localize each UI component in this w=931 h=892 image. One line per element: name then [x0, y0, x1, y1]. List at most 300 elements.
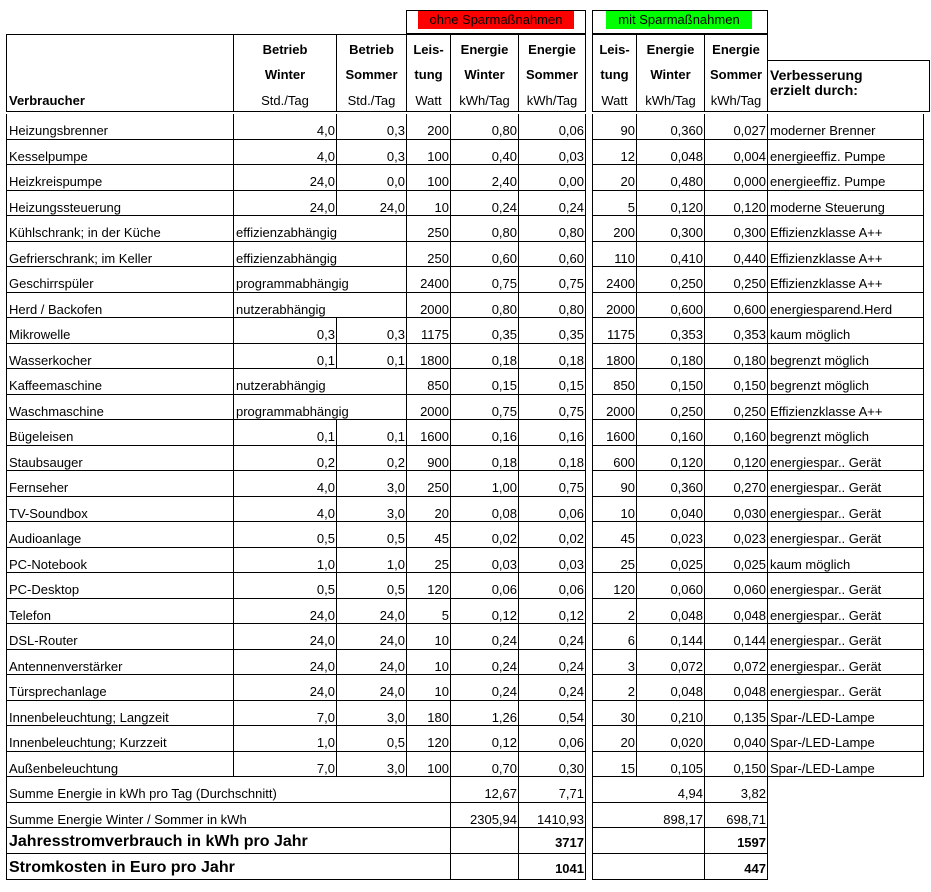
- row-name: Gefrierschrank; im Keller: [6, 242, 233, 268]
- row-leistung-mit: 2000: [592, 395, 636, 421]
- row-leistung-ohne: 1800: [406, 344, 450, 370]
- row-name: TV-Soundbox: [6, 497, 233, 523]
- row-energie-winter-mit: 0,120: [636, 191, 704, 217]
- row-energie-winter-ohne: 1,00: [450, 471, 518, 497]
- row-improvement: Spar-/LED-Lampe: [768, 752, 924, 778]
- row-improvement: energieeffiz. Pumpe: [768, 140, 924, 166]
- row-energie-sommer-mit: 0,025: [704, 548, 768, 574]
- header-row2-col8: Sommer: [704, 60, 768, 86]
- row-leistung-mit: 2000: [592, 293, 636, 319]
- row-leistung-mit: 20: [592, 726, 636, 752]
- summary-label: Stromkosten in Euro pro Jahr: [6, 854, 450, 880]
- row-energie-sommer-mit: 0,144: [704, 624, 768, 650]
- row-betrieb-winter: 24,0: [233, 650, 336, 676]
- row-leistung-mit: 45: [592, 522, 636, 548]
- row-name: Heizkreispumpe: [6, 165, 233, 191]
- row-name: Innenbeleuchtung; Langzeit: [6, 701, 233, 727]
- row-energie-sommer-mit: 0,300: [704, 216, 768, 242]
- header-row2-col6: tung: [592, 60, 636, 86]
- row-energie-winter-mit: 0,300: [636, 216, 704, 242]
- row-leistung-mit: 110: [592, 242, 636, 268]
- row-leistung-mit: 1175: [592, 318, 636, 344]
- row-energie-sommer-mit: 0,027: [704, 114, 768, 140]
- row-energie-winter-mit: 0,150: [636, 369, 704, 395]
- row-improvement: Effizienzklasse A++: [768, 242, 924, 268]
- row-leistung-mit: 120: [592, 573, 636, 599]
- row-energie-winter-mit: 0,060: [636, 573, 704, 599]
- row-betrieb-sommer: 0,5: [336, 573, 406, 599]
- row-betrieb-sommer: 0,1: [336, 344, 406, 370]
- row-energie-winter-ohne: 0,80: [450, 216, 518, 242]
- row-leistung-mit: 1800: [592, 344, 636, 370]
- summary-value: 898,17: [592, 803, 704, 829]
- row-energie-sommer-mit: 0,250: [704, 267, 768, 293]
- summary-empty: [450, 854, 518, 880]
- row-energie-winter-ohne: 0,18: [450, 344, 518, 370]
- row-leistung-ohne: 45: [406, 522, 450, 548]
- row-leistung-mit: 10: [592, 497, 636, 523]
- header-improvement-frame: [768, 60, 930, 112]
- header-row3-col1: Std./Tag: [233, 86, 336, 112]
- row-name: Fernseher: [6, 471, 233, 497]
- row-leistung-mit: 90: [592, 114, 636, 140]
- row-betrieb-winter: 1,0: [233, 548, 336, 574]
- row-improvement: Spar-/LED-Lampe: [768, 726, 924, 752]
- header-row1-col0: [6, 34, 233, 60]
- row-leistung-ohne: 1600: [406, 420, 450, 446]
- row-energie-sommer-mit: 0,150: [704, 752, 768, 778]
- row-betrieb-winter: 24,0: [233, 624, 336, 650]
- row-energie-sommer-mit: 0,048: [704, 599, 768, 625]
- row-betrieb-winter: 4,0: [233, 140, 336, 166]
- header-row2-col0: [6, 60, 233, 86]
- row-energie-sommer-mit: 0,120: [704, 446, 768, 472]
- row-energie-sommer-ohne: 0,16: [518, 420, 586, 446]
- header-row3-col0: Verbraucher: [6, 86, 233, 112]
- row-energie-winter-ohne: 0,80: [450, 114, 518, 140]
- row-energie-winter-mit: 0,600: [636, 293, 704, 319]
- row-betrieb-winter: 7,0: [233, 701, 336, 727]
- row-leistung-mit: 15: [592, 752, 636, 778]
- header-row1-col8: Energie: [704, 34, 768, 60]
- row-improvement: begrenzt möglich: [768, 344, 924, 370]
- row-leistung-ohne: 250: [406, 471, 450, 497]
- row-note: nutzerabhängig: [233, 369, 406, 395]
- row-betrieb-sommer: 1,0: [336, 548, 406, 574]
- row-energie-sommer-mit: 0,040: [704, 726, 768, 752]
- row-energie-sommer-ohne: 0,06: [518, 726, 586, 752]
- row-energie-sommer-ohne: 0,60: [518, 242, 586, 268]
- summary-value: 3,82: [704, 777, 768, 803]
- row-energie-sommer-mit: 0,353: [704, 318, 768, 344]
- row-energie-winter-mit: 0,410: [636, 242, 704, 268]
- row-betrieb-winter: 24,0: [233, 191, 336, 217]
- row-leistung-mit: 6: [592, 624, 636, 650]
- row-name: Innenbeleuchtung; Kurzzeit: [6, 726, 233, 752]
- row-name: Kesselpumpe: [6, 140, 233, 166]
- row-improvement: energiespar.. Gerät: [768, 599, 924, 625]
- row-name: Wasserkocher: [6, 344, 233, 370]
- row-leistung-mit: 3: [592, 650, 636, 676]
- row-energie-sommer-ohne: 0,06: [518, 114, 586, 140]
- row-leistung-ohne: 10: [406, 624, 450, 650]
- row-name: Audioanlage: [6, 522, 233, 548]
- row-energie-sommer-ohne: 0,30: [518, 752, 586, 778]
- header-row1-col2: Betrieb: [336, 34, 406, 60]
- row-energie-winter-ohne: 0,12: [450, 599, 518, 625]
- summary-value: 1597: [704, 828, 768, 854]
- row-energie-winter-mit: 0,023: [636, 522, 704, 548]
- row-improvement: begrenzt möglich: [768, 369, 924, 395]
- row-note: programmabhängig: [233, 395, 406, 421]
- row-energie-winter-ohne: 1,26: [450, 701, 518, 727]
- row-energie-winter-ohne: 0,24: [450, 675, 518, 701]
- row-improvement: kaum möglich: [768, 548, 924, 574]
- row-improvement: Effizienzklasse A++: [768, 216, 924, 242]
- row-leistung-ohne: 20: [406, 497, 450, 523]
- row-energie-winter-mit: 0,048: [636, 140, 704, 166]
- row-energie-sommer-mit: 0,150: [704, 369, 768, 395]
- row-betrieb-winter: 1,0: [233, 726, 336, 752]
- row-leistung-ohne: 10: [406, 675, 450, 701]
- row-leistung-mit: 200: [592, 216, 636, 242]
- row-name: Staubsauger: [6, 446, 233, 472]
- row-name: Heizungssteuerung: [6, 191, 233, 217]
- header-row2-col1: Winter: [233, 60, 336, 86]
- row-energie-winter-mit: 0,360: [636, 114, 704, 140]
- row-energie-winter-ohne: 0,06: [450, 573, 518, 599]
- row-betrieb-sommer: 0,5: [336, 726, 406, 752]
- row-leistung-ohne: 2000: [406, 395, 450, 421]
- row-betrieb-sommer: 24,0: [336, 599, 406, 625]
- summary-value: 698,71: [704, 803, 768, 829]
- row-betrieb-sommer: 3,0: [336, 471, 406, 497]
- row-energie-winter-ohne: 0,75: [450, 395, 518, 421]
- row-energie-sommer-mit: 0,440: [704, 242, 768, 268]
- row-leistung-ohne: 2000: [406, 293, 450, 319]
- row-energie-winter-ohne: 0,35: [450, 318, 518, 344]
- header-row2-col2: Sommer: [336, 60, 406, 86]
- row-improvement: moderner Brenner: [768, 114, 924, 140]
- row-energie-winter-mit: 0,250: [636, 395, 704, 421]
- row-name: Geschirrspüler: [6, 267, 233, 293]
- row-leistung-mit: 2: [592, 599, 636, 625]
- row-name: Außenbeleuchtung: [6, 752, 233, 778]
- row-energie-sommer-mit: 0,135: [704, 701, 768, 727]
- row-name: Bügeleisen: [6, 420, 233, 446]
- row-betrieb-sommer: 0,1: [336, 420, 406, 446]
- row-energie-winter-ohne: 2,40: [450, 165, 518, 191]
- summary-value: 7,71: [518, 777, 586, 803]
- row-energie-sommer-ohne: 0,00: [518, 165, 586, 191]
- row-betrieb-winter: 4,0: [233, 497, 336, 523]
- row-betrieb-sommer: 0,0: [336, 165, 406, 191]
- row-energie-sommer-ohne: 0,06: [518, 497, 586, 523]
- row-energie-sommer-mit: 0,160: [704, 420, 768, 446]
- row-note: programmabhängig: [233, 267, 406, 293]
- row-leistung-ohne: 120: [406, 573, 450, 599]
- summary-label: Summe Energie in kWh pro Tag (Durchschnitt): [6, 777, 450, 803]
- row-betrieb-sommer: 24,0: [336, 650, 406, 676]
- row-leistung-ohne: 100: [406, 752, 450, 778]
- row-name: DSL-Router: [6, 624, 233, 650]
- row-betrieb-winter: 7,0: [233, 752, 336, 778]
- summary-label: Summe Energie Winter / Sommer in kWh: [6, 803, 450, 829]
- row-improvement: Effizienzklasse A++: [768, 267, 924, 293]
- row-betrieb-sommer: 0,5: [336, 522, 406, 548]
- header-row3-col2: Std./Tag: [336, 86, 406, 112]
- row-energie-sommer-ohne: 0,24: [518, 191, 586, 217]
- row-name: Mikrowelle: [6, 318, 233, 344]
- header-row1-col1: Betrieb: [233, 34, 336, 60]
- row-betrieb-winter: 0,5: [233, 522, 336, 548]
- row-energie-sommer-ohne: 0,02: [518, 522, 586, 548]
- row-note: nutzerabhängig: [233, 293, 406, 319]
- row-energie-winter-ohne: 0,24: [450, 650, 518, 676]
- row-leistung-ohne: 100: [406, 140, 450, 166]
- row-leistung-mit: 90: [592, 471, 636, 497]
- row-leistung-ohne: 120: [406, 726, 450, 752]
- row-energie-sommer-ohne: 0,24: [518, 675, 586, 701]
- row-energie-winter-ohne: 0,12: [450, 726, 518, 752]
- summary-empty: [592, 828, 704, 854]
- header-row2-col3: tung: [406, 60, 450, 86]
- row-name: PC-Desktop: [6, 573, 233, 599]
- row-betrieb-sommer: 3,0: [336, 701, 406, 727]
- row-energie-winter-mit: 0,040: [636, 497, 704, 523]
- row-betrieb-winter: 4,0: [233, 471, 336, 497]
- header-row3-col3: Watt: [406, 86, 450, 112]
- row-energie-sommer-ohne: 0,54: [518, 701, 586, 727]
- row-note: effizienzabhängig: [233, 242, 406, 268]
- row-improvement: moderne Steuerung: [768, 191, 924, 217]
- row-leistung-mit: 2400: [592, 267, 636, 293]
- row-betrieb-sommer: 24,0: [336, 191, 406, 217]
- row-energie-sommer-ohne: 0,75: [518, 395, 586, 421]
- header-row1-col3: Leis-: [406, 34, 450, 60]
- row-betrieb-sommer: 0,3: [336, 318, 406, 344]
- row-leistung-mit: 25: [592, 548, 636, 574]
- header-row2-col7: Winter: [636, 60, 704, 86]
- row-energie-sommer-ohne: 0,75: [518, 267, 586, 293]
- row-energie-winter-ohne: 0,18: [450, 446, 518, 472]
- row-betrieb-sommer: 24,0: [336, 624, 406, 650]
- summary-value: 2305,94: [450, 803, 518, 829]
- row-energie-winter-mit: 0,120: [636, 446, 704, 472]
- row-betrieb-sommer: 3,0: [336, 752, 406, 778]
- row-name: Herd / Backofen: [6, 293, 233, 319]
- row-energie-winter-ohne: 0,60: [450, 242, 518, 268]
- row-energie-winter-mit: 0,160: [636, 420, 704, 446]
- row-energie-sommer-ohne: 0,06: [518, 573, 586, 599]
- row-energie-sommer-ohne: 0,18: [518, 344, 586, 370]
- header-row2-col5: Sommer: [518, 60, 586, 86]
- row-betrieb-winter: 24,0: [233, 165, 336, 191]
- row-energie-winter-mit: 0,048: [636, 675, 704, 701]
- row-improvement: energieeffiz. Pumpe: [768, 165, 924, 191]
- row-leistung-mit: 600: [592, 446, 636, 472]
- row-energie-winter-ohne: 0,24: [450, 624, 518, 650]
- row-leistung-ohne: 25: [406, 548, 450, 574]
- row-leistung-ohne: 180: [406, 701, 450, 727]
- row-improvement: energiespar.. Gerät: [768, 446, 924, 472]
- header-row3-col7: kWh/Tag: [636, 86, 704, 112]
- banner-ohne-frame: [406, 10, 586, 34]
- row-energie-winter-ohne: 0,24: [450, 191, 518, 217]
- row-energie-winter-ohne: 0,08: [450, 497, 518, 523]
- row-energie-winter-ohne: 0,02: [450, 522, 518, 548]
- row-energie-winter-ohne: 0,16: [450, 420, 518, 446]
- row-energie-sommer-ohne: 0,24: [518, 624, 586, 650]
- row-energie-winter-mit: 0,020: [636, 726, 704, 752]
- row-leistung-ohne: 10: [406, 191, 450, 217]
- header-row3-col6: Watt: [592, 86, 636, 112]
- row-energie-winter-mit: 0,480: [636, 165, 704, 191]
- row-name: Kaffeemaschine: [6, 369, 233, 395]
- banner-ohne: ohne Sparmaßnahmen: [418, 10, 574, 29]
- row-energie-winter-mit: 0,048: [636, 599, 704, 625]
- row-energie-sommer-mit: 0,060: [704, 573, 768, 599]
- row-improvement: Spar-/LED-Lampe: [768, 701, 924, 727]
- row-betrieb-sommer: 0,3: [336, 140, 406, 166]
- header-row2-col4: Winter: [450, 60, 518, 86]
- row-betrieb-winter: 24,0: [233, 675, 336, 701]
- header-row3-col5: kWh/Tag: [518, 86, 586, 112]
- row-leistung-mit: 1600: [592, 420, 636, 446]
- row-leistung-ohne: 900: [406, 446, 450, 472]
- banner-mit: mit Sparmaßnahmen: [606, 10, 752, 29]
- row-energie-sommer-ohne: 0,80: [518, 293, 586, 319]
- row-leistung-mit: 850: [592, 369, 636, 395]
- row-energie-sommer-mit: 0,048: [704, 675, 768, 701]
- row-energie-sommer-mit: 0,600: [704, 293, 768, 319]
- header-improvement: Verbesserung erzielt durch:: [770, 67, 863, 98]
- row-energie-sommer-mit: 0,023: [704, 522, 768, 548]
- row-energie-winter-mit: 0,105: [636, 752, 704, 778]
- row-energie-sommer-mit: 0,120: [704, 191, 768, 217]
- header-row1-col6: Leis-: [592, 34, 636, 60]
- row-betrieb-winter: 0,1: [233, 344, 336, 370]
- row-improvement: energiespar.. Gerät: [768, 675, 924, 701]
- row-leistung-mit: 5: [592, 191, 636, 217]
- row-leistung-ohne: 1175: [406, 318, 450, 344]
- banner-mit-frame: [592, 10, 768, 34]
- row-energie-winter-mit: 0,144: [636, 624, 704, 650]
- row-leistung-mit: 2: [592, 675, 636, 701]
- row-energie-sommer-ohne: 0,35: [518, 318, 586, 344]
- row-energie-sommer-mit: 0,004: [704, 140, 768, 166]
- row-leistung-mit: 30: [592, 701, 636, 727]
- row-leistung-ohne: 2400: [406, 267, 450, 293]
- summary-empty: [450, 828, 518, 854]
- row-energie-sommer-ohne: 0,03: [518, 548, 586, 574]
- row-energie-sommer-ohne: 0,03: [518, 140, 586, 166]
- row-betrieb-sommer: 0,3: [336, 114, 406, 140]
- row-betrieb-winter: 24,0: [233, 599, 336, 625]
- summary-value: 4,94: [592, 777, 704, 803]
- row-energie-sommer-mit: 0,270: [704, 471, 768, 497]
- row-improvement: energiespar.. Gerät: [768, 573, 924, 599]
- row-betrieb-sommer: 3,0: [336, 497, 406, 523]
- row-energie-sommer-ohne: 0,24: [518, 650, 586, 676]
- row-leistung-ohne: 200: [406, 114, 450, 140]
- row-energie-winter-mit: 0,180: [636, 344, 704, 370]
- row-betrieb-winter: 0,1: [233, 420, 336, 446]
- row-improvement: kaum möglich: [768, 318, 924, 344]
- row-energie-sommer-ohne: 0,15: [518, 369, 586, 395]
- row-betrieb-sommer: 24,0: [336, 675, 406, 701]
- row-energie-winter-mit: 0,210: [636, 701, 704, 727]
- row-energie-sommer-ohne: 0,80: [518, 216, 586, 242]
- row-energie-sommer-mit: 0,180: [704, 344, 768, 370]
- header-row1-col5: Energie: [518, 34, 586, 60]
- row-betrieb-winter: 4,0: [233, 114, 336, 140]
- row-improvement: energiespar.. Gerät: [768, 624, 924, 650]
- row-energie-winter-mit: 0,072: [636, 650, 704, 676]
- row-improvement: energiespar.. Gerät: [768, 650, 924, 676]
- row-leistung-mit: 20: [592, 165, 636, 191]
- row-name: Antennenverstärker: [6, 650, 233, 676]
- row-betrieb-winter: 0,2: [233, 446, 336, 472]
- summary-value: 3717: [518, 828, 586, 854]
- header-row1-col7: Energie: [636, 34, 704, 60]
- row-leistung-ohne: 250: [406, 216, 450, 242]
- row-betrieb-winter: 0,3: [233, 318, 336, 344]
- header-row3-col4: kWh/Tag: [450, 86, 518, 112]
- row-energie-winter-ohne: 0,80: [450, 293, 518, 319]
- row-energie-winter-mit: 0,360: [636, 471, 704, 497]
- header-row3-col8: kWh/Tag: [704, 86, 768, 112]
- summary-label: Jahresstromverbrauch in kWh pro Jahr: [6, 828, 450, 854]
- row-note: effizienzabhängig: [233, 216, 406, 242]
- row-energie-sommer-ohne: 0,75: [518, 471, 586, 497]
- row-improvement: Effizienzklasse A++: [768, 395, 924, 421]
- row-improvement: energiespar.. Gerät: [768, 522, 924, 548]
- row-energie-sommer-ohne: 0,18: [518, 446, 586, 472]
- row-name: Türsprechanlage: [6, 675, 233, 701]
- row-leistung-mit: 12: [592, 140, 636, 166]
- row-leistung-ohne: 250: [406, 242, 450, 268]
- summary-value: 1041: [518, 854, 586, 880]
- row-energie-winter-ohne: 0,70: [450, 752, 518, 778]
- row-leistung-ohne: 10: [406, 650, 450, 676]
- row-leistung-ohne: 100: [406, 165, 450, 191]
- row-name: Kühlschrank; in der Küche: [6, 216, 233, 242]
- row-energie-winter-ohne: 0,15: [450, 369, 518, 395]
- row-name: Heizungsbrenner: [6, 114, 233, 140]
- row-betrieb-sommer: 0,2: [336, 446, 406, 472]
- row-energie-sommer-ohne: 0,12: [518, 599, 586, 625]
- row-improvement: energiespar.. Gerät: [768, 497, 924, 523]
- row-energie-winter-ohne: 0,40: [450, 140, 518, 166]
- row-name: PC-Notebook: [6, 548, 233, 574]
- row-improvement: energiespar.. Gerät: [768, 471, 924, 497]
- summary-empty: [592, 854, 704, 880]
- row-energie-winter-mit: 0,250: [636, 267, 704, 293]
- row-energie-sommer-mit: 0,000: [704, 165, 768, 191]
- row-improvement: begrenzt möglich: [768, 420, 924, 446]
- row-energie-sommer-mit: 0,072: [704, 650, 768, 676]
- summary-value: 12,67: [450, 777, 518, 803]
- row-name: Telefon: [6, 599, 233, 625]
- header-row1-col4: Energie: [450, 34, 518, 60]
- row-energie-winter-ohne: 0,75: [450, 267, 518, 293]
- row-leistung-ohne: 5: [406, 599, 450, 625]
- summary-value: 447: [704, 854, 768, 880]
- row-improvement: energiesparend.Herd: [768, 293, 924, 319]
- summary-value: 1410,93: [518, 803, 586, 829]
- row-betrieb-winter: 0,5: [233, 573, 336, 599]
